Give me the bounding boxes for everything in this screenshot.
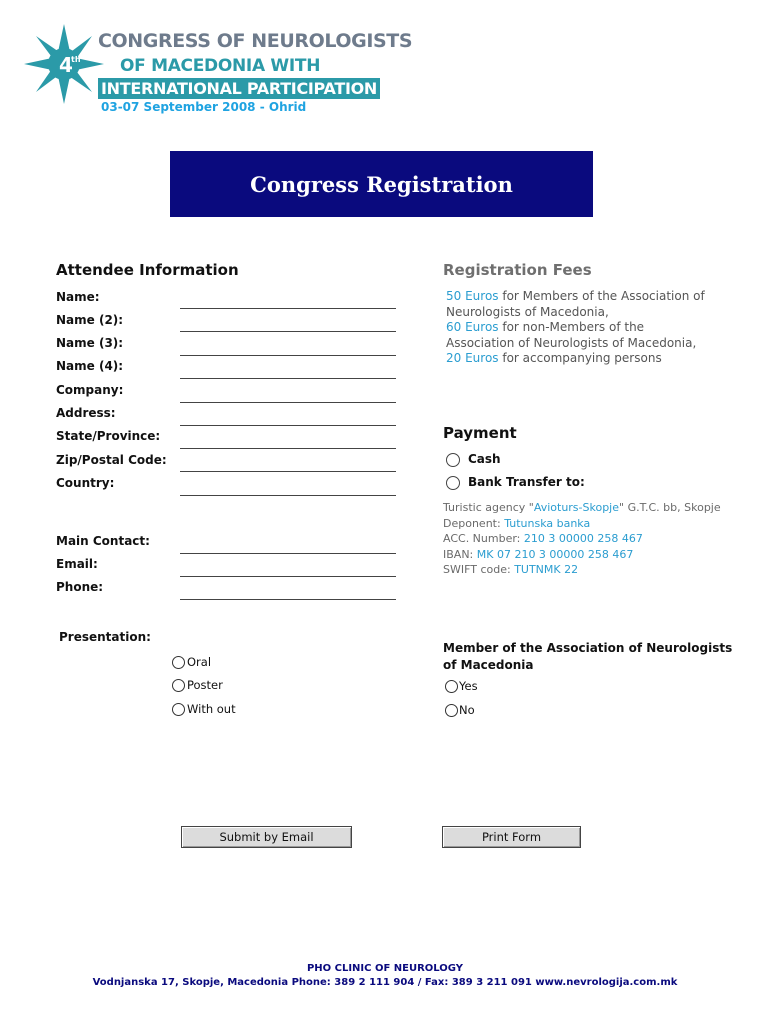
page-title-banner: [170, 151, 593, 217]
presentation-heading: Presentation:: [59, 630, 151, 644]
bank-agency-name: Avioturs-Skopje: [533, 501, 620, 514]
label-phone: Phone:: [56, 580, 104, 594]
bank-agency: [443, 500, 721, 516]
presentation-poster-label: Poster: [187, 678, 223, 692]
fee-amount: 50 Euros: [446, 289, 499, 303]
member-yes-label: Yes: [459, 679, 478, 693]
logo-sup: th: [71, 55, 81, 64]
presentation-oral-label: Oral: [187, 655, 212, 669]
bank-agency-suffix: " G.T.C. bb, Skopje: [619, 501, 721, 514]
congress-date: 03-07 September 2008 - Ohrid: [101, 100, 307, 114]
label-state: State/Province:: [56, 429, 161, 443]
bank-acc: [443, 531, 721, 547]
label-name-2: Name (2):: [56, 313, 124, 327]
presentation-without-radio[interactable]: [172, 703, 185, 716]
bank-deponent: [443, 516, 721, 532]
bank-swift: [443, 562, 721, 578]
company-field[interactable]: [180, 402, 396, 403]
payment-heading: Payment: [443, 424, 517, 442]
bank-acc-value: 210 3 00000 258 467: [523, 532, 643, 545]
state-field[interactable]: [180, 448, 396, 449]
bank-details: [443, 500, 721, 578]
member-heading-2: of Macedonia: [443, 658, 534, 672]
payment-cash-radio[interactable]: [446, 453, 460, 467]
presentation-oral-radio[interactable]: [172, 656, 185, 669]
label-address: Address:: [56, 406, 116, 420]
payment-bank-radio[interactable]: [446, 476, 460, 490]
label-company: Company:: [56, 383, 124, 397]
bank-swift-label: SWIFT code:: [443, 563, 515, 576]
name-4-field[interactable]: [180, 378, 396, 379]
label-name-3: Name (3):: [56, 336, 124, 350]
member-no-label: No: [459, 703, 475, 717]
label-email: Email:: [56, 557, 98, 571]
footer-contact: Vodnjanska 17, Skopje, Macedonia Phone: 389 2 111 904 / Fax: 389 3 211 091 www.nevrologija.com.mk: [92, 977, 678, 988]
presentation-poster-radio[interactable]: [172, 679, 185, 692]
name-2-field[interactable]: [180, 331, 396, 332]
presentation-without-label: With out: [187, 702, 236, 716]
name-3-field[interactable]: [180, 355, 396, 356]
country-field[interactable]: [180, 495, 396, 496]
bank-iban-label: IBAN:: [443, 547, 477, 561]
fee-amount: 20 Euros: [446, 351, 499, 365]
bank-deponent-value: Tutunska banka: [504, 516, 591, 530]
fee-text: for non-Members of the Association of Neurologists of Macedonia,: [446, 320, 697, 350]
submit-by-email-button[interactable]: Submit by Email: [181, 826, 352, 848]
congress-logo-star: [22, 22, 106, 106]
label-name-4: Name (4):: [56, 359, 124, 373]
member-heading-1: Member of the Association of Neurologists: [443, 641, 733, 655]
label-main-contact: Main Contact:: [56, 534, 150, 548]
bank-iban-value: MK 07 210 3 00000 258 467: [476, 547, 634, 561]
fee-amount: 60 Euros: [446, 320, 499, 334]
print-form-button[interactable]: Print Form: [442, 826, 581, 848]
logo-line-2: OF MACEDONIA WITH: [120, 56, 321, 76]
logo-line-1: CONGRESS OF NEUROLOGISTS: [98, 30, 413, 52]
logo-number: 4: [59, 53, 73, 77]
logo-line-3: INTERNATIONAL PARTICIPATION: [98, 78, 380, 99]
page-title: Congress Registration: [250, 171, 513, 197]
attendee-heading: Attendee Information: [56, 261, 239, 279]
fee-item: [446, 351, 716, 367]
fee-item: [446, 320, 716, 351]
name-field[interactable]: [180, 308, 396, 309]
payment-cash-label: Cash: [468, 452, 501, 466]
bank-agency-prefix: Turistic agency ": [443, 501, 534, 514]
member-no-radio[interactable]: [445, 704, 458, 717]
main-contact-field[interactable]: [180, 553, 396, 554]
label-name: Name:: [56, 290, 100, 304]
fee-item: [446, 289, 716, 320]
fees-heading: Registration Fees: [443, 261, 592, 279]
label-country: Country:: [56, 476, 115, 490]
bank-swift-value: TUTNMK 22: [514, 563, 579, 576]
email-field[interactable]: [180, 576, 396, 577]
member-yes-radio[interactable]: [445, 680, 458, 693]
label-zip: Zip/Postal Code:: [56, 453, 167, 467]
zip-field[interactable]: [180, 471, 396, 472]
fee-text: for Members of the Association of Neurologists of Macedonia,: [446, 289, 705, 319]
fee-text: for accompanying persons: [498, 351, 662, 365]
phone-field[interactable]: [180, 599, 396, 600]
bank-deponent-label: Deponent:: [443, 516, 505, 530]
footer-clinic: PHO CLINIC OF NEUROLOGY: [306, 963, 464, 974]
fees-list: [446, 289, 716, 367]
bank-iban: [443, 547, 721, 563]
address-field[interactable]: [180, 425, 396, 426]
bank-acc-label: ACC. Number:: [443, 532, 524, 545]
payment-bank-label: Bank Transfer to:: [468, 475, 585, 489]
